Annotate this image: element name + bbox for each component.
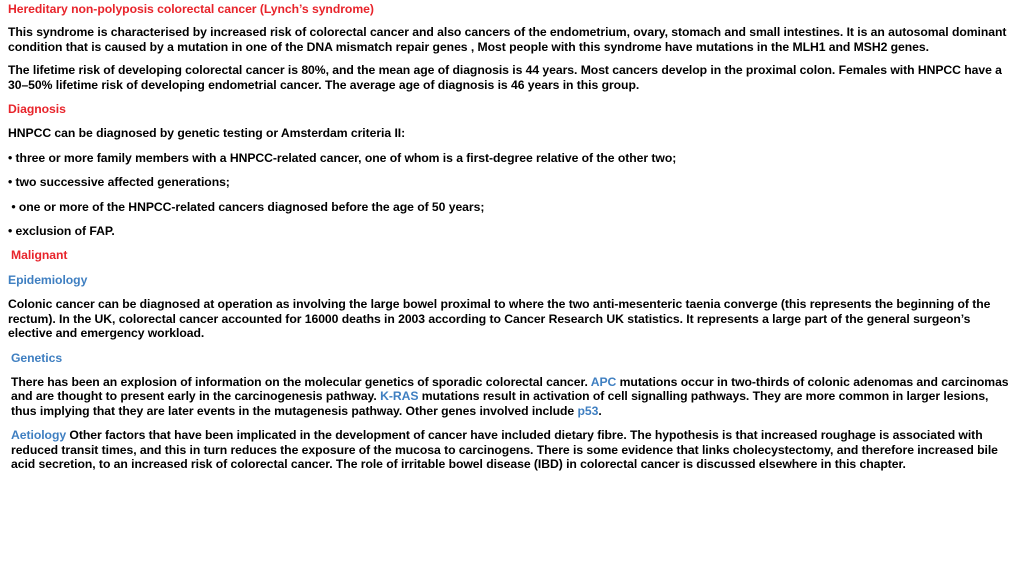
gene-p53: p53	[577, 403, 599, 418]
genetics-text: mutations occur in two-thirds of colonic adenomas and carcinomas and are thought to present early in the carcinogenesis pathway.	[11, 374, 1009, 404]
criteria-item: • three or more family members with a HNPCC-related cancer, one of whom is a first-degree relative of the other two;	[8, 150, 677, 165]
risk-paragraph: The lifetime risk of developing colorectal cancer is 80%, and the mean age of diagnosis is 44 years. Most cancers develop in the proximal colon. Females with HNPCC have a 30–50% lifetime risk of developing endometrial cancer. The average age of diagnosis is 46 years in this group.	[8, 63, 1002, 92]
intro-paragraph: This syndrome is characterised by increased risk of colorectal cancer and also cancers of the endometrium, ovary, stomach and small intestines. It is an autosomal dominant condition that is caused by a mutation in one of the DNA mismatch repair genes , Most people with this syndrome have mutations in the MLH1 and MSH2 genes.	[8, 25, 1007, 54]
epidemiology-paragraph: Colonic cancer can be diagnosed at operation as involving the large bowel proximal to where the two anti-mesenteric taenia converge (this represents the beginning of the rectum). In the UK, colorectal cancer accounted for 16000 deaths in 2003 according to Cancer Research UK statistics. It represents a large part of the general surgeon’s elective and emergency workload.	[8, 297, 991, 341]
genetics-text: There has been an explosion of information on the molecular genetics of sporadic colorectal cancer.	[11, 374, 591, 389]
aetiology-heading: Aetiology	[11, 428, 67, 443]
genetics-paragraph	[8, 375, 1016, 418]
gene-apc: APC	[590, 374, 617, 389]
criteria-item: • one or more of the HNPCC-related cancers diagnosed before the age of 50 years;	[8, 199, 485, 214]
page-title: Hereditary non-polyposis colorectal cancer (Lynch’s syndrome)	[8, 2, 374, 16]
diagnosis-lead: HNPCC can be diagnosed by genetic testing or Amsterdam criteria II:	[8, 126, 406, 141]
malignant-heading: Malignant	[11, 248, 68, 263]
genetics-heading: Genetics	[11, 350, 63, 365]
genetics-text: .	[598, 403, 602, 418]
criteria-item: • exclusion of FAP.	[8, 224, 115, 239]
gene-kras: K-RAS	[380, 389, 419, 404]
aetiology-text: Other factors that have been implicated in the development of cancer have included dietary fibre. The hypothesis is that increased roughage is associated with reduced transit times, and this in turn reduces the exposure of the mucosa to carcinogens. There is some evidence that links cholecystectomy, and therefore increased bile acid secretion, to an increased risk of colorectal cancer. The role of irritable bowel disease (IBD) in colorectal cancer is discussed elsewhere in this chapter.	[11, 428, 998, 471]
genetics-text: mutations result in activation of cell signalling pathways. They are more common in larger lesions, thus implying that they are later events in the mutagenesis pathway. Other genes involved include	[11, 389, 989, 418]
criteria-item: • two successive affected generations;	[8, 175, 230, 190]
epidemiology-heading: Epidemiology	[8, 272, 88, 287]
diagnosis-heading: Diagnosis	[8, 102, 66, 117]
aetiology-paragraph	[8, 428, 1016, 471]
